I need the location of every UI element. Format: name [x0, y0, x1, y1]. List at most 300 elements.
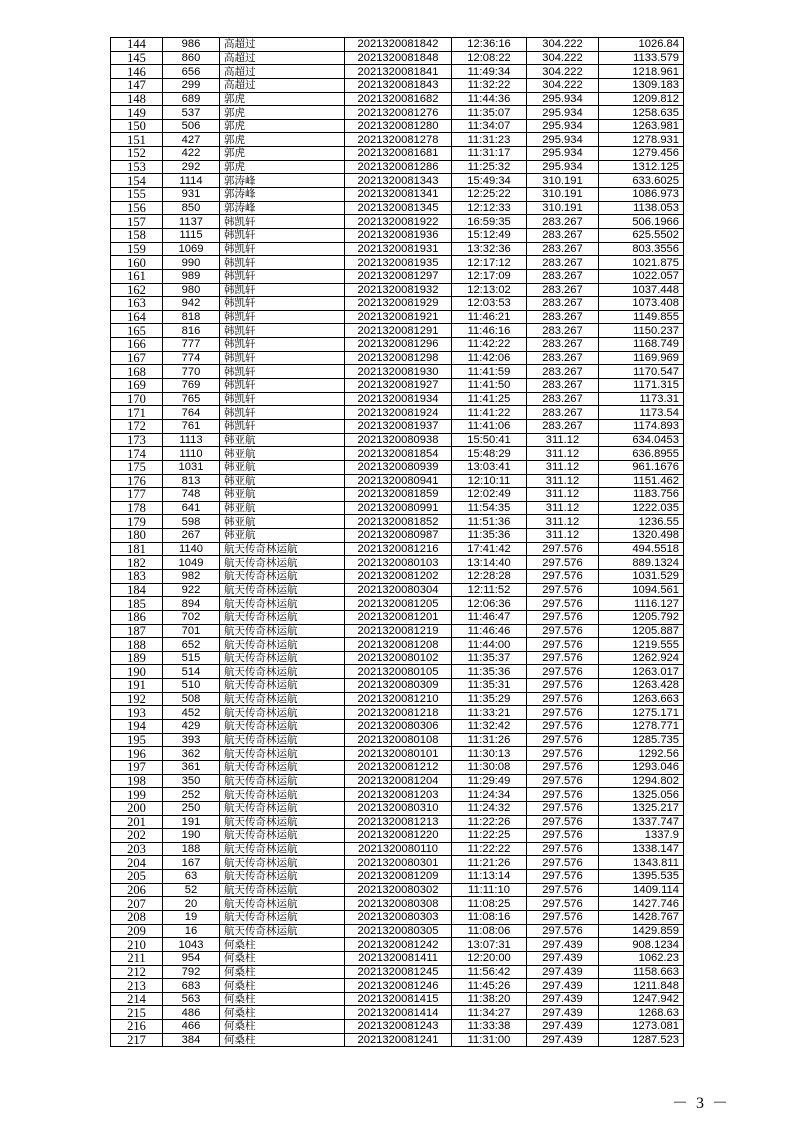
- number-cell: 427: [163, 133, 220, 147]
- id-cell: 2021320081203: [345, 788, 452, 802]
- id-cell: 2021320081202: [345, 569, 452, 583]
- rank-cell: 152: [111, 147, 163, 161]
- table-row: [111, 529, 684, 543]
- rank-cell: 182: [111, 556, 163, 570]
- table-row: [111, 733, 684, 747]
- name-cell: 航天传奇林运航: [220, 870, 345, 884]
- id-cell: 2021320081216: [345, 542, 452, 556]
- distance-cell: 295.934: [527, 133, 599, 147]
- number-cell: 689: [163, 92, 220, 106]
- rank-cell: 208: [111, 911, 163, 925]
- id-cell: 2021320080991: [345, 501, 452, 515]
- distance-cell: 297.576: [527, 788, 599, 802]
- name-cell: 郭虎: [220, 119, 345, 133]
- distance-cell: 297.576: [527, 801, 599, 815]
- id-cell: 2021320081681: [345, 147, 452, 161]
- table-row: [111, 501, 684, 515]
- name-cell: 航天传奇林运航: [220, 651, 345, 665]
- page-number: － 3 －: [672, 1095, 731, 1112]
- speed-cell: 1337.747: [599, 815, 684, 829]
- distance-cell: 311.12: [527, 460, 599, 474]
- name-cell: 何桑柱: [220, 965, 345, 979]
- name-cell: 韩亚航: [220, 529, 345, 543]
- number-cell: 769: [163, 379, 220, 393]
- time-cell: 11:24:32: [452, 801, 527, 815]
- speed-cell: 1263.428: [599, 679, 684, 693]
- distance-cell: 283.267: [527, 338, 599, 352]
- time-cell: 16:59:35: [452, 215, 527, 229]
- speed-cell: 1337.9: [599, 829, 684, 843]
- rank-cell: 160: [111, 256, 163, 270]
- name-cell: 韩凯轩: [220, 351, 345, 365]
- name-cell: 航天传奇林运航: [220, 692, 345, 706]
- speed-cell: 1173.54: [599, 406, 684, 420]
- table-row: [111, 119, 684, 133]
- id-cell: 2021320081243: [345, 1020, 452, 1034]
- rank-cell: 190: [111, 665, 163, 679]
- distance-cell: 297.576: [527, 815, 599, 829]
- results-table: [110, 37, 684, 1047]
- time-cell: 12:03:53: [452, 297, 527, 311]
- name-cell: 郭涛峰: [220, 174, 345, 188]
- number-cell: 792: [163, 965, 220, 979]
- distance-cell: 297.576: [527, 733, 599, 747]
- time-cell: 11:35:36: [452, 665, 527, 679]
- distance-cell: 283.267: [527, 269, 599, 283]
- table-row: [111, 51, 684, 65]
- table-row: [111, 38, 684, 52]
- distance-cell: 311.12: [527, 488, 599, 502]
- name-cell: 何桑柱: [220, 938, 345, 952]
- name-cell: 何桑柱: [220, 951, 345, 965]
- name-cell: 高超过: [220, 78, 345, 92]
- speed-cell: 1037.448: [599, 283, 684, 297]
- rank-cell: 165: [111, 324, 163, 338]
- table-row: [111, 133, 684, 147]
- table-row: [111, 228, 684, 242]
- table-row: [111, 338, 684, 352]
- number-cell: 1113: [163, 433, 220, 447]
- id-cell: 2021320081218: [345, 706, 452, 720]
- speed-cell: 1275.171: [599, 706, 684, 720]
- id-cell: 2021320081859: [345, 488, 452, 502]
- speed-cell: 1273.081: [599, 1020, 684, 1034]
- number-cell: 931: [163, 188, 220, 202]
- distance-cell: 297.576: [527, 665, 599, 679]
- speed-cell: 1149.855: [599, 310, 684, 324]
- rank-cell: 216: [111, 1020, 163, 1034]
- speed-cell: 1409.114: [599, 883, 684, 897]
- name-cell: 韩亚航: [220, 460, 345, 474]
- number-cell: 1137: [163, 215, 220, 229]
- distance-cell: 297.576: [527, 774, 599, 788]
- speed-cell: 636.8955: [599, 447, 684, 461]
- name-cell: 郭虎: [220, 106, 345, 120]
- speed-cell: 1427.746: [599, 897, 684, 911]
- distance-cell: 297.576: [527, 651, 599, 665]
- speed-cell: 1169.969: [599, 351, 684, 365]
- number-cell: 764: [163, 406, 220, 420]
- rank-cell: 214: [111, 992, 163, 1006]
- rank-cell: 205: [111, 870, 163, 884]
- speed-cell: 1285.735: [599, 733, 684, 747]
- time-cell: 12:12:33: [452, 201, 527, 215]
- speed-cell: 1158.663: [599, 965, 684, 979]
- name-cell: 韩凯轩: [220, 419, 345, 433]
- rank-cell: 158: [111, 228, 163, 242]
- table-row: [111, 92, 684, 106]
- speed-cell: 1320.498: [599, 529, 684, 543]
- time-cell: 11:13:14: [452, 870, 527, 884]
- name-cell: 何桑柱: [220, 1020, 345, 1034]
- name-cell: 航天传奇林运航: [220, 801, 345, 815]
- time-cell: 15:50:41: [452, 433, 527, 447]
- name-cell: 韩亚航: [220, 474, 345, 488]
- table-row: [111, 379, 684, 393]
- number-cell: 765: [163, 392, 220, 406]
- speed-cell: 1222.035: [599, 501, 684, 515]
- distance-cell: 297.439: [527, 938, 599, 952]
- name-cell: 郭虎: [220, 160, 345, 174]
- time-cell: 11:31:17: [452, 147, 527, 161]
- table-row: [111, 188, 684, 202]
- time-cell: 11:35:37: [452, 651, 527, 665]
- id-cell: 2021320080304: [345, 583, 452, 597]
- speed-cell: 1151.462: [599, 474, 684, 488]
- speed-cell: 1429.859: [599, 924, 684, 938]
- number-cell: 1031: [163, 460, 220, 474]
- rank-cell: 188: [111, 638, 163, 652]
- distance-cell: 297.576: [527, 597, 599, 611]
- table-row: [111, 1033, 684, 1047]
- id-cell: 2021320080305: [345, 924, 452, 938]
- id-cell: 2021320081278: [345, 133, 452, 147]
- number-cell: 510: [163, 679, 220, 693]
- rank-cell: 150: [111, 119, 163, 133]
- time-cell: 12:17:12: [452, 256, 527, 270]
- speed-cell: 1263.663: [599, 692, 684, 706]
- distance-cell: 283.267: [527, 310, 599, 324]
- name-cell: 何桑柱: [220, 979, 345, 993]
- distance-cell: 297.439: [527, 1020, 599, 1034]
- distance-cell: 297.576: [527, 924, 599, 938]
- name-cell: 韩亚航: [220, 515, 345, 529]
- distance-cell: 283.267: [527, 256, 599, 270]
- name-cell: 航天传奇林运航: [220, 856, 345, 870]
- distance-cell: 283.267: [527, 419, 599, 433]
- table-row: [111, 201, 684, 215]
- table-row: [111, 801, 684, 815]
- time-cell: 12:20:00: [452, 951, 527, 965]
- speed-cell: 1263.981: [599, 119, 684, 133]
- speed-cell: 1293.046: [599, 760, 684, 774]
- time-cell: 12:06:36: [452, 597, 527, 611]
- id-cell: 2021320081204: [345, 774, 452, 788]
- name-cell: 何桑柱: [220, 992, 345, 1006]
- number-cell: 508: [163, 692, 220, 706]
- name-cell: 航天传奇林运航: [220, 788, 345, 802]
- rank-cell: 156: [111, 201, 163, 215]
- rank-cell: 209: [111, 924, 163, 938]
- distance-cell: 295.934: [527, 119, 599, 133]
- number-cell: 466: [163, 1020, 220, 1034]
- time-cell: 13:14:40: [452, 556, 527, 570]
- table-row: [111, 870, 684, 884]
- number-cell: 702: [163, 610, 220, 624]
- id-cell: 2021320081931: [345, 242, 452, 256]
- number-cell: 1114: [163, 174, 220, 188]
- rank-cell: 167: [111, 351, 163, 365]
- name-cell: 航天传奇林运航: [220, 829, 345, 843]
- table-row: [111, 951, 684, 965]
- id-cell: 2021320081411: [345, 951, 452, 965]
- speed-cell: 1292.56: [599, 747, 684, 761]
- distance-cell: 283.267: [527, 324, 599, 338]
- number-cell: 16: [163, 924, 220, 938]
- time-cell: 11:08:06: [452, 924, 527, 938]
- table-row: [111, 474, 684, 488]
- table-row: [111, 924, 684, 938]
- name-cell: 韩凯轩: [220, 392, 345, 406]
- name-cell: 航天传奇林运航: [220, 665, 345, 679]
- id-cell: 2021320081843: [345, 78, 452, 92]
- distance-cell: 310.191: [527, 188, 599, 202]
- id-cell: 2021320081213: [345, 815, 452, 829]
- rank-cell: 155: [111, 188, 163, 202]
- number-cell: 683: [163, 979, 220, 993]
- table-row: [111, 78, 684, 92]
- speed-cell: 803.3556: [599, 242, 684, 256]
- id-cell: 2021320080310: [345, 801, 452, 815]
- table-row: [111, 1006, 684, 1020]
- name-cell: 航天传奇林运航: [220, 815, 345, 829]
- table-body: [111, 38, 684, 1047]
- speed-cell: 1086.973: [599, 188, 684, 202]
- id-cell: 2021320081296: [345, 338, 452, 352]
- table-row: [111, 392, 684, 406]
- id-cell: 2021320081415: [345, 992, 452, 1006]
- table-row: [111, 406, 684, 420]
- distance-cell: 297.576: [527, 542, 599, 556]
- distance-cell: 283.267: [527, 297, 599, 311]
- number-cell: 393: [163, 733, 220, 747]
- rank-cell: 157: [111, 215, 163, 229]
- rank-cell: 153: [111, 160, 163, 174]
- rank-cell: 151: [111, 133, 163, 147]
- speed-cell: 1325.217: [599, 801, 684, 815]
- time-cell: 11:22:25: [452, 829, 527, 843]
- time-cell: 17:41:42: [452, 542, 527, 556]
- id-cell: 2021320081934: [345, 392, 452, 406]
- id-cell: 2021320081922: [345, 215, 452, 229]
- table-row: [111, 310, 684, 324]
- rank-cell: 179: [111, 515, 163, 529]
- distance-cell: 297.439: [527, 979, 599, 993]
- distance-cell: 295.934: [527, 106, 599, 120]
- rank-cell: 163: [111, 297, 163, 311]
- distance-cell: 297.576: [527, 842, 599, 856]
- time-cell: 11:41:22: [452, 406, 527, 420]
- time-cell: 11:46:21: [452, 310, 527, 324]
- number-cell: 982: [163, 569, 220, 583]
- rank-cell: 159: [111, 242, 163, 256]
- distance-cell: 310.191: [527, 174, 599, 188]
- name-cell: 高超过: [220, 38, 345, 52]
- name-cell: 航天传奇林运航: [220, 747, 345, 761]
- distance-cell: 283.267: [527, 406, 599, 420]
- distance-cell: 295.934: [527, 160, 599, 174]
- rank-cell: 154: [111, 174, 163, 188]
- table-row: [111, 269, 684, 283]
- time-cell: 11:38:20: [452, 992, 527, 1006]
- id-cell: 2021320081220: [345, 829, 452, 843]
- time-cell: 11:44:36: [452, 92, 527, 106]
- table-row: [111, 215, 684, 229]
- speed-cell: 1247.942: [599, 992, 684, 1006]
- table-row: [111, 597, 684, 611]
- time-cell: 11:44:00: [452, 638, 527, 652]
- distance-cell: 310.191: [527, 201, 599, 215]
- number-cell: 506: [163, 119, 220, 133]
- distance-cell: 283.267: [527, 365, 599, 379]
- rank-cell: 201: [111, 815, 163, 829]
- id-cell: 2021320081341: [345, 188, 452, 202]
- name-cell: 韩凯轩: [220, 228, 345, 242]
- speed-cell: 1209.812: [599, 92, 684, 106]
- name-cell: 航天传奇林运航: [220, 924, 345, 938]
- rank-cell: 146: [111, 65, 163, 79]
- name-cell: 航天传奇林运航: [220, 679, 345, 693]
- distance-cell: 297.576: [527, 706, 599, 720]
- number-cell: 429: [163, 720, 220, 734]
- speed-cell: 1312.125: [599, 160, 684, 174]
- time-cell: 11:22:22: [452, 842, 527, 856]
- id-cell: 2021320080103: [345, 556, 452, 570]
- distance-cell: 283.267: [527, 283, 599, 297]
- rank-cell: 170: [111, 392, 163, 406]
- distance-cell: 283.267: [527, 215, 599, 229]
- rank-cell: 202: [111, 829, 163, 843]
- number-cell: 942: [163, 297, 220, 311]
- id-cell: 2021320081343: [345, 174, 452, 188]
- time-cell: 11:46:47: [452, 610, 527, 624]
- id-cell: 2021320081932: [345, 283, 452, 297]
- speed-cell: 961.1676: [599, 460, 684, 474]
- number-cell: 761: [163, 419, 220, 433]
- id-cell: 2021320080110: [345, 842, 452, 856]
- name-cell: 韩凯轩: [220, 297, 345, 311]
- id-cell: 2021320080108: [345, 733, 452, 747]
- distance-cell: 283.267: [527, 351, 599, 365]
- number-cell: 641: [163, 501, 220, 515]
- name-cell: 航天传奇林运航: [220, 733, 345, 747]
- number-cell: 63: [163, 870, 220, 884]
- distance-cell: 297.576: [527, 760, 599, 774]
- number-cell: 922: [163, 583, 220, 597]
- speed-cell: 1116.127: [599, 597, 684, 611]
- table-row: [111, 610, 684, 624]
- table-row: [111, 65, 684, 79]
- time-cell: 12:13:02: [452, 283, 527, 297]
- number-cell: 267: [163, 529, 220, 543]
- distance-cell: 283.267: [527, 392, 599, 406]
- id-cell: 2021320080301: [345, 856, 452, 870]
- name-cell: 航天传奇林运航: [220, 624, 345, 638]
- speed-cell: 1170.547: [599, 365, 684, 379]
- distance-cell: 311.12: [527, 447, 599, 461]
- number-cell: 52: [163, 883, 220, 897]
- name-cell: 郭虎: [220, 92, 345, 106]
- id-cell: 2021320080303: [345, 911, 452, 925]
- number-cell: 167: [163, 856, 220, 870]
- time-cell: 12:28:28: [452, 569, 527, 583]
- speed-cell: 1205.792: [599, 610, 684, 624]
- rank-cell: 189: [111, 651, 163, 665]
- time-cell: 11:35:36: [452, 529, 527, 543]
- number-cell: 250: [163, 801, 220, 815]
- distance-cell: 297.576: [527, 883, 599, 897]
- time-cell: 11:34:07: [452, 119, 527, 133]
- speed-cell: 1150.237: [599, 324, 684, 338]
- id-cell: 2021320081219: [345, 624, 452, 638]
- distance-cell: 295.934: [527, 92, 599, 106]
- name-cell: 航天传奇林运航: [220, 883, 345, 897]
- number-cell: 191: [163, 815, 220, 829]
- number-cell: 894: [163, 597, 220, 611]
- time-cell: 11:51:36: [452, 515, 527, 529]
- rank-cell: 175: [111, 460, 163, 474]
- time-cell: 11:35:31: [452, 679, 527, 693]
- table-row: [111, 1020, 684, 1034]
- distance-cell: 297.576: [527, 856, 599, 870]
- time-cell: 11:34:27: [452, 1006, 527, 1020]
- distance-cell: 297.576: [527, 829, 599, 843]
- time-cell: 13:07:31: [452, 938, 527, 952]
- table-row: [111, 174, 684, 188]
- time-cell: 11:41:06: [452, 419, 527, 433]
- speed-cell: 1211.848: [599, 979, 684, 993]
- rank-cell: 168: [111, 365, 163, 379]
- table-row: [111, 488, 684, 502]
- name-cell: 航天传奇林运航: [220, 760, 345, 774]
- distance-cell: 304.222: [527, 51, 599, 65]
- name-cell: 韩凯轩: [220, 365, 345, 379]
- table-row: [111, 569, 684, 583]
- number-cell: 860: [163, 51, 220, 65]
- time-cell: 11:31:26: [452, 733, 527, 747]
- rank-cell: 169: [111, 379, 163, 393]
- name-cell: 航天传奇林运航: [220, 706, 345, 720]
- name-cell: 航天传奇林运航: [220, 897, 345, 911]
- rank-cell: 217: [111, 1033, 163, 1047]
- time-cell: 11:49:34: [452, 65, 527, 79]
- table-row: [111, 242, 684, 256]
- speed-cell: 1309.183: [599, 78, 684, 92]
- speed-cell: 1395.535: [599, 870, 684, 884]
- rank-cell: 200: [111, 801, 163, 815]
- speed-cell: 1021.875: [599, 256, 684, 270]
- speed-cell: 1183.756: [599, 488, 684, 502]
- speed-cell: 1219.555: [599, 638, 684, 652]
- time-cell: 11:08:25: [452, 897, 527, 911]
- id-cell: 2021320080938: [345, 433, 452, 447]
- distance-cell: 297.439: [527, 1033, 599, 1047]
- table-row: [111, 638, 684, 652]
- speed-cell: 889.1324: [599, 556, 684, 570]
- distance-cell: 297.576: [527, 897, 599, 911]
- table-row: [111, 365, 684, 379]
- distance-cell: 304.222: [527, 38, 599, 52]
